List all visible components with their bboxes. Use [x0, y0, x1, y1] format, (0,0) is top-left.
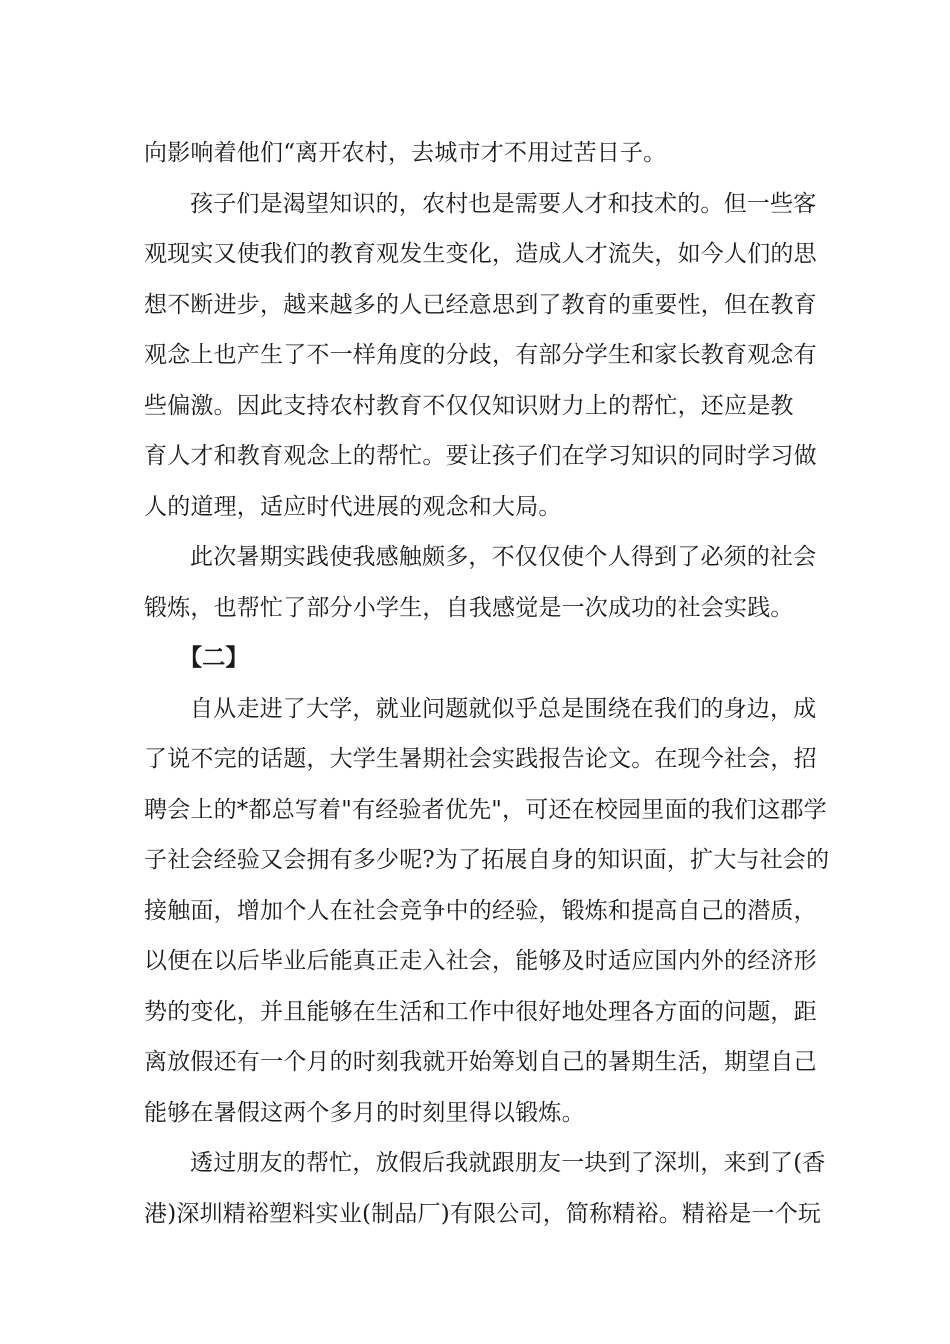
text-line: 子社会经验又会拥有多少呢?为了拓展自身的知识面，扩大与社会的 [144, 847, 830, 873]
paragraph-shenzhen [144, 1138, 826, 1239]
paragraph-continuation [144, 128, 812, 179]
text-line: 观现实又使我们的教育观发生变化，造成人才流失，如今人们的思 [144, 241, 817, 267]
text-line: 港)深圳精裕塑料实业(制品厂)有限公司，简称精裕。精裕是一个玩 [144, 1200, 822, 1227]
text-line: 透过朋友的帮忙，放假后我就跟朋友一块到了深圳，来到了(香 [190, 1150, 826, 1176]
text-line: 观念上也产生了不一样角度的分歧，有部分学生和家长教育观念有 [144, 342, 817, 368]
text-line: 能够在暑假这两个多月的时刻里得以锻炼。 [144, 1099, 585, 1126]
paragraph-summer-practice [144, 532, 817, 633]
text-line: 了说不完的话题，大学生暑期社会实践报告论文。在现今社会，招 [144, 746, 817, 772]
section-heading [144, 633, 812, 684]
section-heading-text: 【二】 [179, 644, 249, 671]
text-line: 聘会上的*都总写着"有经验者优先"，可还在校园里面的我们这郡学 [144, 796, 827, 823]
paragraph-rural-education [144, 179, 817, 533]
text-line: 向影响着他们“离开农村，去城市才不用过苦日子。 [144, 140, 667, 166]
text-line: 以便在以后毕业后能真正走入社会，能够及时适应国内外的经济形 [144, 948, 817, 974]
text-line: 锻炼，也帮忙了部分小学生，自我感觉是一次成功的社会实践。 [144, 594, 794, 621]
document-page [144, 128, 830, 1239]
text-line: 接触面，增加个人在社会竞争中的经验，锻炼和提高自己的潜质， [144, 897, 817, 924]
text-line: 孩子们是渴望知识的，农村也是需要人才和技术的。但一些客 [190, 190, 817, 217]
text-line: 势的变化，并且能够在生活和工作中很好地处理各方面的问题，距 [144, 998, 817, 1025]
text-line: 离放假还有一个月的时刻我就开始筹划自己的暑期生活，期望自己 [144, 1049, 817, 1075]
paragraph-employment [144, 684, 830, 1139]
text-line: 自从走进了大学，就业问题就似乎总是围绕在我们的身边，成 [190, 695, 817, 722]
text-line: 些偏激。因此支持农村教育不仅仅知识财力上的帮忙，还应是教 [144, 392, 794, 419]
text-line: 人的道理，适应时代进展的观念和大局。 [144, 493, 562, 520]
text-line: 想不断进步，越来越多的人已经意思到了教育的重要性，但在教育 [144, 291, 817, 318]
text-line: 此次暑期实践使我感触颇多，不仅仅使个人得到了必须的社会 [190, 544, 817, 570]
text-line: 育人才和教育观念上的帮忙。要让孩子们在学习知识的同时学习做 [144, 443, 817, 469]
